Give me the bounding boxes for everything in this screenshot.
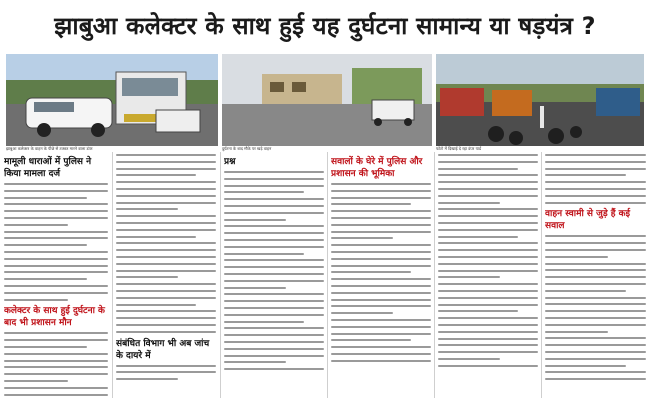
- column-divider: [112, 152, 113, 398]
- column-4-subhead: सवालों के घेरे में पुलिस और प्रशासन की भूमिका: [331, 157, 423, 179]
- photo-dumper-yard: [436, 54, 644, 146]
- column-divider: [541, 152, 542, 398]
- column-6-body: [545, 154, 646, 204]
- column-2-body: [116, 154, 216, 333]
- column-divider: [327, 152, 328, 398]
- article-column-3: [224, 154, 324, 398]
- column-divider: [434, 152, 435, 398]
- column-5-body: [438, 154, 538, 367]
- photo-accident-vehicles: [6, 54, 218, 146]
- column-divider: [220, 152, 221, 398]
- photo-road-scene: [222, 54, 432, 146]
- column-1-subhead-2: कलेक्टर के साथ हुई दुर्घटना के बाद भी प्रशासन मौन: [4, 306, 105, 329]
- article-column-5: [438, 154, 538, 398]
- article-column-6: [545, 154, 646, 398]
- page-headline: झाबुआ कलेक्टर के साथ हुई यह दुर्घटना सामान्य या षड़यंत्र ?: [54, 12, 596, 40]
- article-column-2: [116, 154, 216, 398]
- column-3-subhead: प्रश्न: [224, 157, 236, 167]
- column-2-subhead: संबंधित विभाग भी अब जांच के दायरे में: [116, 338, 210, 361]
- photo-caption-3: फोटो में दिखाई दे रहा डंपर यार्ड: [436, 146, 482, 151]
- column-1-subhead: मामूली धाराओं में पुलिस ने किया मामला दर्ज: [4, 157, 92, 179]
- photo-caption-1: झाबुआ कलेक्टर के वाहन के पीछे से टक्कर मारने वाला डंपर: [6, 146, 93, 151]
- column-6-subhead: वाहन स्वामी से जुड़े हैं कई सवाल: [545, 209, 631, 232]
- article-column-4: [331, 154, 431, 398]
- column-1-body: [4, 183, 108, 301]
- article-column-1: [4, 154, 108, 398]
- photo-caption-2: दुर्घटना के बाद मौके पर खड़े वाहन: [222, 146, 272, 151]
- column-4-body: [331, 183, 431, 362]
- column-3-body: [224, 171, 324, 370]
